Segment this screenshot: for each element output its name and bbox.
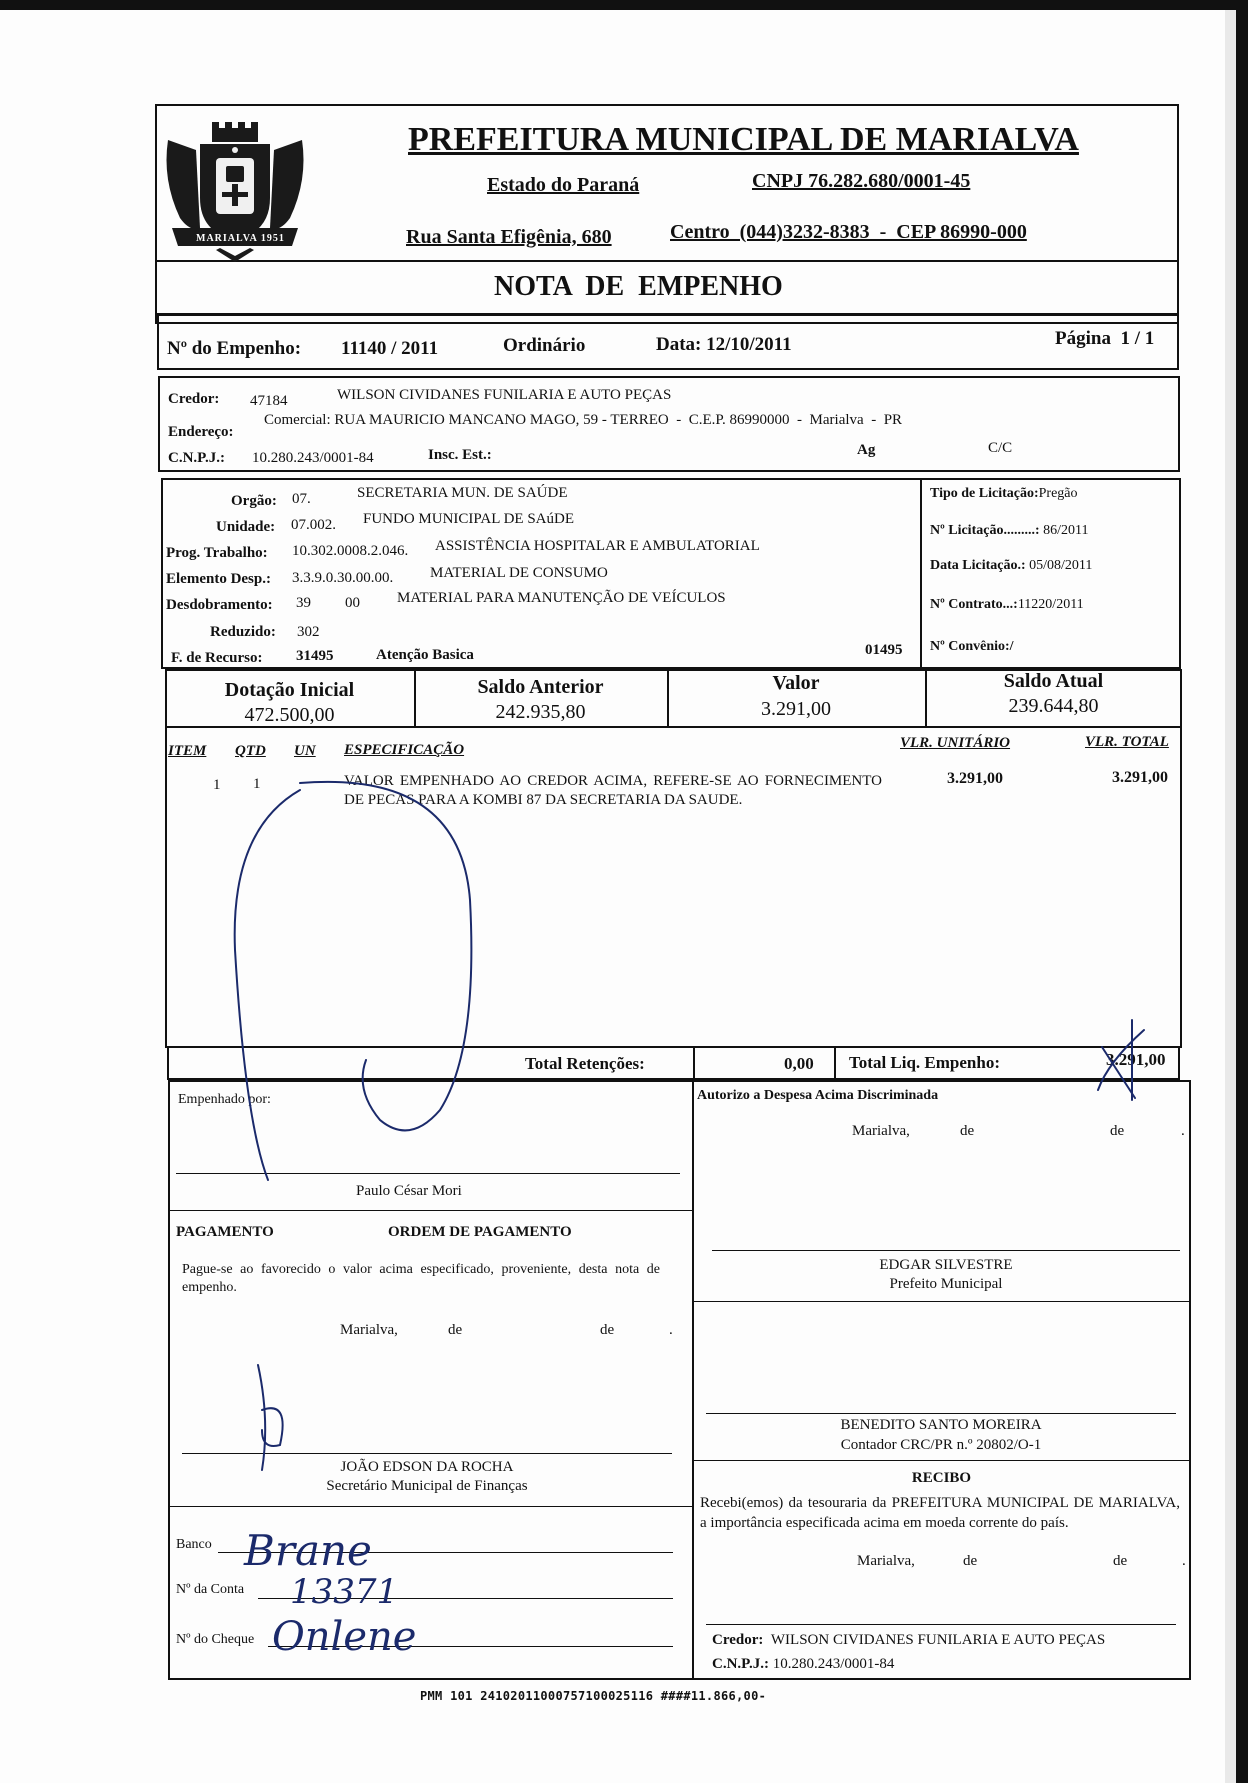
licitacao-contrato-value: 11220/2011	[1017, 597, 1084, 612]
amount-value-saldo-atual: 239.644,80	[1008, 695, 1099, 717]
elemento-code: 3.3.9.0.30.00.00.	[292, 570, 394, 586]
licitacao-data-value: 05/08/2011	[1029, 558, 1093, 573]
col-header-spec: ESPECIFICAÇÃO	[344, 742, 465, 758]
amount-value-valor: 3.291,00	[761, 698, 831, 720]
ordem-de-2: de	[600, 1322, 615, 1338]
creditor-name: WILSON CIVIDANES FUNILARIA E AUTO PEÇAS	[337, 387, 672, 403]
licitacao-tipo-label: Tipo de Licitação:	[930, 486, 1039, 501]
col-header-item: ITEM	[168, 743, 207, 759]
empenho-type: Ordinário	[503, 335, 586, 356]
ordem-dot: .	[669, 1322, 673, 1338]
licitacao-data-label: Data Licitação.:	[930, 558, 1030, 573]
recibo-local: Marialva,	[857, 1553, 915, 1569]
ordem-pagamento-label: ORDEM DE PAGAMENTO	[388, 1224, 572, 1240]
header-cnpj: CNPJ 76.282.680/0001-45	[752, 170, 971, 192]
unidade-name: FUNDO MUNICIPAL DE SAúDE	[363, 511, 574, 527]
licitacao-contrato-label: Nº Contrato...:	[930, 597, 1018, 612]
unidade-label: Unidade:	[216, 519, 276, 535]
prefeito-nome: EDGAR SILVESTRE	[879, 1257, 1013, 1273]
liquido-value: 3.291,00	[1106, 1050, 1166, 1069]
empenhado-por-nome: Paulo César Mori	[356, 1183, 462, 1199]
cnpj-label: C.N.P.J.:	[168, 450, 225, 466]
secretario-nome: JOÃO EDSON DA ROCHA	[340, 1459, 514, 1475]
col-header-qtd: QTD	[235, 743, 266, 759]
col-header-un: UN	[294, 743, 316, 759]
conta-label: Nº da Conta	[176, 1582, 245, 1597]
state-name: Estado do Paraná	[487, 174, 640, 196]
recibo-text: Recebi(emos) da tesouraria da PREFEITURA MUNICIPAL DE MARIALVA, a importância especificada acima em moeda corrente do país.	[700, 1495, 1180, 1531]
licitacao-convenio: Nº Convênio:/	[930, 639, 1014, 654]
document-title: NOTA DE EMPENHO	[494, 271, 783, 302]
empenhado-por-label: Empenhado por:	[178, 1092, 271, 1107]
col-header-unit-value: VLR. UNITÁRIO	[900, 735, 1011, 751]
cheque-label: Nº do Cheque	[176, 1632, 255, 1647]
ordem-local: Marialva,	[340, 1322, 398, 1338]
desdobramento-code: 39	[296, 595, 311, 611]
footer-barcode-text: PMM 101 24102011000757100025116 ####11.866,00-	[420, 1689, 767, 1703]
item-qtd: 1	[253, 776, 261, 792]
insc-label: Insc. Est.:	[428, 447, 492, 463]
page-number: Página 1 / 1	[1055, 328, 1155, 349]
elemento-label: Elemento Desp.:	[166, 571, 271, 587]
recibo-cnpj-value: 10.280.243/0001-84	[772, 1656, 895, 1672]
retencoes-label: Total Retenções:	[525, 1054, 645, 1073]
contador-nome: BENEDITO SANTO MOREIRA	[840, 1417, 1042, 1433]
ordem-de-1: de	[448, 1322, 463, 1338]
desdobramento-sub: 00	[345, 595, 360, 611]
autorizo-dot: .	[1181, 1123, 1185, 1139]
left-margin-arc-stroke	[235, 790, 300, 1180]
reduzido-label: Reduzido:	[210, 624, 276, 640]
desdobramento-label: Desdobramento:	[166, 597, 273, 613]
item-number: 1	[213, 777, 221, 793]
desdobramento-name: MATERIAL PARA MANUTENÇÃO DE VEÍCULOS	[397, 590, 726, 606]
recibo-cnpj-label: C.N.P.J.:	[712, 1656, 769, 1672]
creditor-label: Credor:	[168, 391, 220, 407]
amount-label-valor: Valor	[772, 672, 820, 694]
amount-label-dotacao: Dotação Inicial	[224, 679, 355, 701]
header-address: Centro (044)3232-8383 - CEP 86990-000	[670, 221, 1027, 243]
amount-value-dotacao: 472.500,00	[244, 704, 335, 726]
unidade-code: 07.002.	[291, 517, 336, 533]
recurso-code: 31495	[296, 648, 334, 664]
banco-label: Banco	[176, 1537, 212, 1552]
ag-label: Ag	[857, 442, 876, 458]
col-header-total-value: VLR. TOTAL	[1085, 734, 1169, 750]
creditor-code: 47184	[250, 393, 288, 409]
pagamento-label: PAGAMENTO	[176, 1224, 274, 1240]
recibo-title: RECIBO	[911, 1470, 972, 1486]
secretario-initials-stroke	[258, 1365, 283, 1470]
initials-stroke	[1098, 1020, 1144, 1100]
amount-label-saldo-anterior: Saldo Anterior	[477, 676, 604, 698]
empenho-date: Data: 12/10/2011	[656, 334, 792, 355]
retencoes-value: 0,00	[784, 1054, 814, 1073]
reduzido-value: 302	[297, 624, 320, 640]
orgao-code: 07.	[292, 491, 311, 507]
recurso-label: F. de Recurso:	[171, 650, 263, 666]
item-total-value: 3.291,00	[1112, 769, 1168, 786]
amount-value-saldo-anterior: 242.935,80	[495, 701, 586, 723]
recibo-dot: .	[1182, 1553, 1186, 1569]
creditor-address: Comercial: RUA MAURICIO MANCANO MAGO, 59 - TERREO - C.E.P. 86990000 - Marialva - PR	[264, 412, 903, 428]
amount-label-saldo-atual: Saldo Atual	[1003, 670, 1104, 692]
header-street: Rua Santa Efigênia, 680	[406, 226, 612, 248]
recibo-credor-nome: WILSON CIVIDANES FUNILARIA E AUTO PEÇAS	[770, 1632, 1106, 1648]
prefeito-cargo: Prefeito Municipal	[889, 1276, 1003, 1292]
licitacao-numero-value: 86/2011	[1043, 523, 1089, 538]
autorizo-de-2: de	[1110, 1123, 1125, 1139]
empenho-label: Nº do Empenho:	[167, 338, 302, 359]
prog-code: 10.302.0008.2.046.	[292, 543, 409, 559]
recibo-credor-label: Credor:	[712, 1632, 764, 1648]
orgao-label: Orgão:	[231, 493, 277, 509]
autorizo-de-1: de	[960, 1123, 975, 1139]
address-label: Endereço:	[168, 424, 234, 440]
municipality-title: PREFEITURA MUNICIPAL DE MARIALVA	[408, 121, 1079, 158]
empenhado-arc-stroke	[300, 782, 471, 1131]
orgao-name: SECRETARIA MUN. DE SAÚDE	[357, 485, 568, 501]
licitacao-tipo-value: Pregão	[1038, 486, 1078, 501]
handwritten-cheque: Onlene	[272, 1614, 417, 1660]
coat-of-arms-text: MARIALVA 1951	[196, 233, 285, 244]
item-unit-value: 3.291,00	[947, 770, 1003, 787]
secretario-cargo: Secretário Municipal de Finanças	[326, 1478, 528, 1494]
contador-cargo: Contador CRC/PR n.º 20802/O-1	[840, 1437, 1042, 1453]
recibo-de-2: de	[1113, 1553, 1128, 1569]
handwritten-banco: Brane	[244, 1526, 372, 1575]
recurso-extra: 01495	[865, 642, 903, 658]
recibo-de-1: de	[963, 1553, 978, 1569]
item-specification: VALOR EMPENHADO AO CREDOR ACIMA, REFERE-SE AO FORNECIMENTO DE PECAS PARA A KOMBI 87 DA SECRETARIA DA SAUDE.	[344, 773, 882, 808]
pague-se-text: Pague-se ao favorecido o valor acima especificado, proveniente, desta nota de empenho.	[182, 1262, 660, 1295]
elemento-name: MATERIAL DE CONSUMO	[430, 565, 608, 581]
empenho-number: 11140 / 2011	[341, 338, 439, 359]
prog-label: Prog. Trabalho:	[166, 545, 268, 561]
autorizo-local: Marialva,	[852, 1123, 910, 1139]
handwritten-conta: 13371	[290, 1572, 399, 1612]
liquido-label: Total Liq. Empenho:	[849, 1053, 1000, 1072]
cc-label: C/C	[988, 440, 1013, 456]
autorizo-label: Autorizo a Despesa Acima Discriminada	[697, 1088, 939, 1103]
recurso-name: Atenção Basica	[376, 647, 474, 663]
creditor-cnpj: 10.280.243/0001-84	[252, 450, 374, 466]
licitacao-numero-label: Nº Licitação.........:	[930, 523, 1044, 538]
prog-name: ASSISTÊNCIA HOSPITALAR E AMBULATORIAL	[435, 538, 760, 554]
